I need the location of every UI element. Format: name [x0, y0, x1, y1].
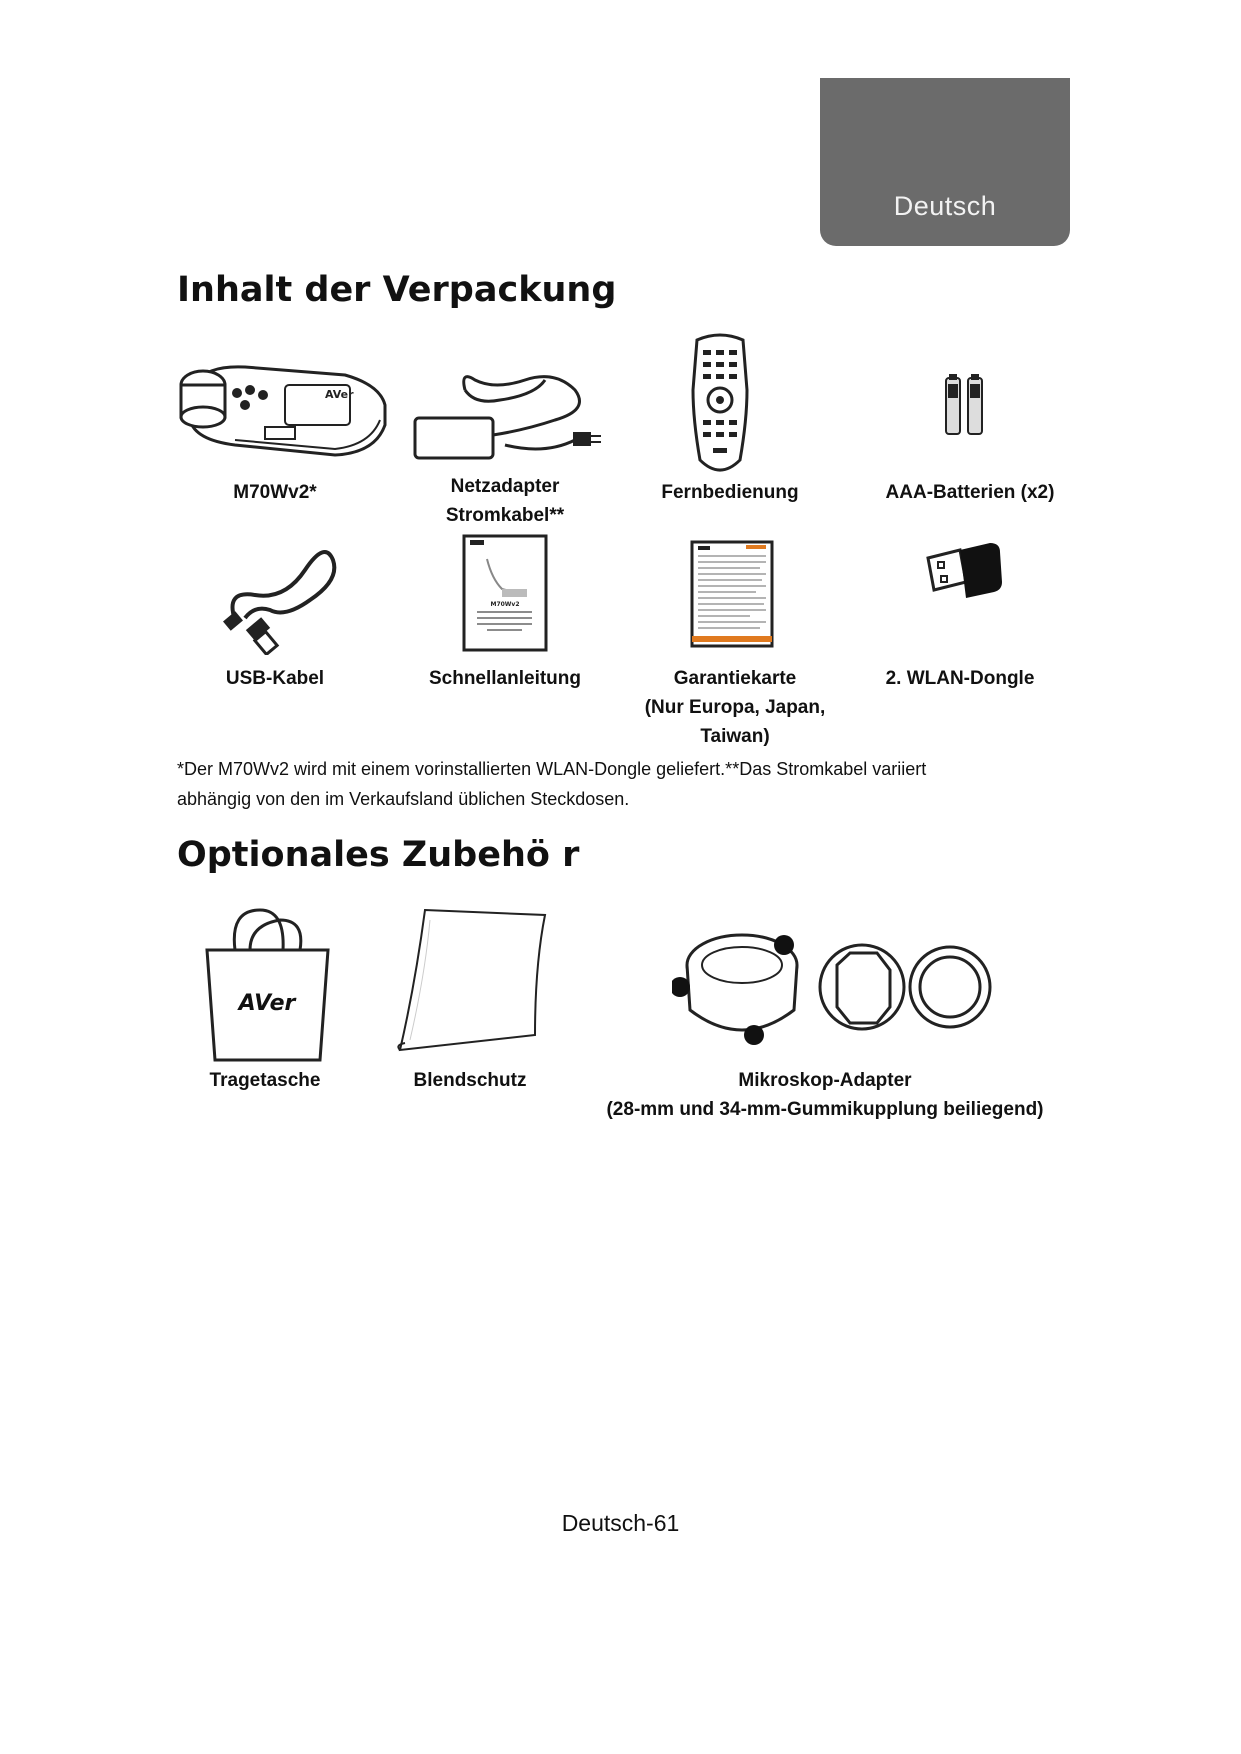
package-footnote: *Der M70Wv2 wird mit einem vorinstallierten WLAN-Dongle geliefert.**Das Stromkabel variiert abhängig von den im Verkaufsland üblichen Steckdosen.: [177, 759, 927, 809]
warranty-card-image: [690, 540, 774, 648]
page-number: Deutsch-61: [561, 1510, 680, 1536]
usb-cable-image: [215, 540, 345, 655]
caption-microscope-adapter: Mikroskop-Adapter (28-mm und 34-mm-Gummikupplung beiliegend): [606, 1070, 1044, 1120]
caption-wlan-dongle: 2. WLAN-Dongle: [885, 668, 1035, 689]
aaa-batteries-image: [940, 370, 990, 440]
caption-carrying-bag: Tragetasche: [209, 1070, 321, 1091]
optional-accessories-heading: Optionales Zubehö r: [177, 835, 580, 875]
caption-warranty-card: Garantiekarte (Nur Europa, Japan, Taiwan): [644, 668, 826, 747]
glare-shield-image: [385, 905, 555, 1055]
quick-guide-image: [462, 534, 548, 652]
bag-brand-text: AVer: [238, 991, 296, 1016]
language-tab-label: Deutsch: [893, 191, 997, 221]
power-adapter-image: [405, 360, 605, 470]
remote-control-image: [685, 330, 755, 480]
caption-batteries: AAA-Batterien (x2): [885, 482, 1055, 503]
carrying-bag-image: [205, 905, 330, 1065]
caption-quick-guide: Schnellanleitung: [428, 668, 582, 689]
language-tab: [820, 78, 1070, 246]
wlan-dongle-image: [920, 540, 1005, 610]
caption-remote: Fernbedienung: [661, 482, 799, 503]
package-contents-heading: Inhalt der Verpackung: [177, 270, 617, 310]
camera-brand-text: AVer: [325, 388, 354, 401]
caption-usb-cable: USB-Kabel: [225, 668, 325, 689]
document-camera-image: [175, 345, 395, 465]
caption-camera: M70Wv2*: [233, 482, 317, 503]
guide-model-text: M70Wv2: [490, 601, 520, 608]
caption-power-adapter: Netzadapter Stromkabel**: [445, 476, 565, 526]
caption-glare-shield: Blendschutz: [413, 1070, 527, 1091]
microscope-adapter-image: [672, 925, 992, 1055]
